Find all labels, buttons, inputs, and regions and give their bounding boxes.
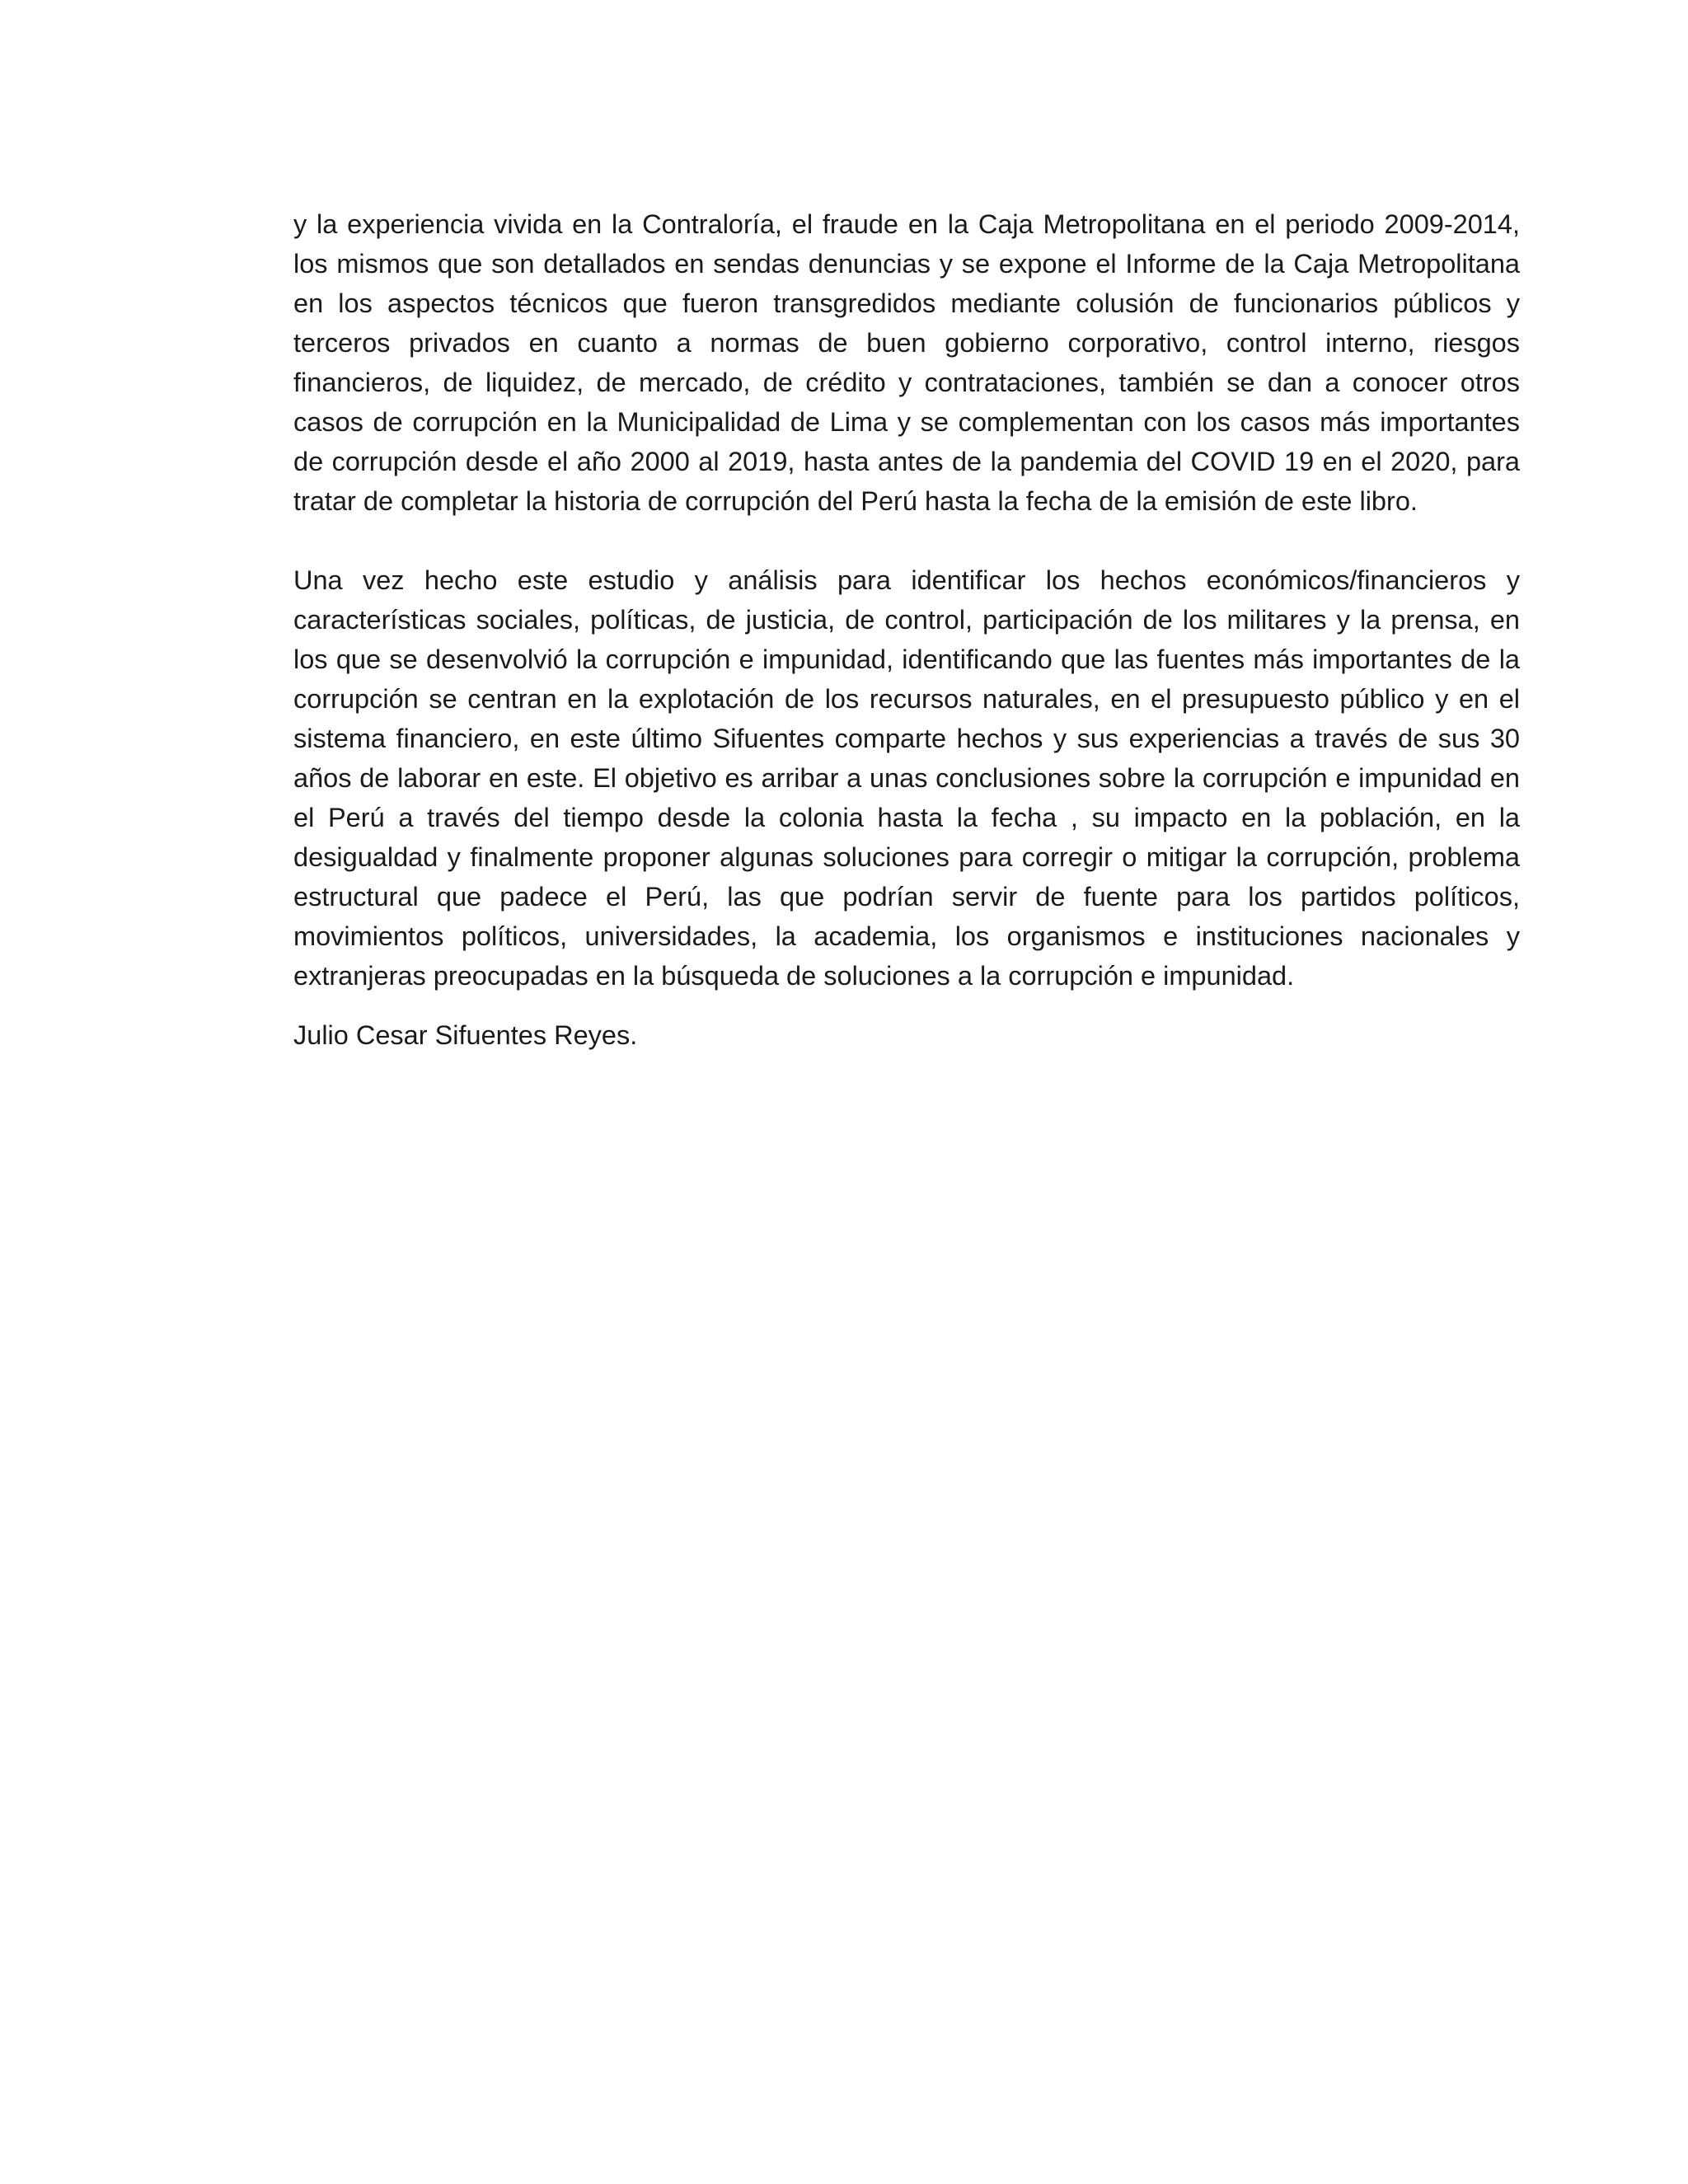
author-signature: Julio Cesar Sifuentes Reyes. [293,1020,638,1050]
paragraph-1: y la experiencia vivida en la Contraloría, el fraude en la Caja Metropolitana en el periodo 2009-2014, los mismos que son detallados en sendas denuncias y se expone el Informe de la Caja Metropolitana en los aspectos técnicos que fueron transgredidos mediante colusión de funcionarios públicos y terceros privados en cuanto a normas de buen gobierno corporativo, control interno, riesgos financieros, de liquidez, de mercado, de crédito y contrataciones, también se dan a conocer otros casos de corrupción en la Municipalidad de Lima y se complementan con los casos más importantes de corrupción desde el año 2000 al 2019, hasta antes de la pandemia del COVID 19 en el 2020, para tratar de completar la historia de corrupción del Perú hasta la fecha de la emisión de este libro. [293,209,1520,516]
paragraph-2: Una vez hecho este estudio y análisis para identificar los hechos económicos/financieros y características sociales, políticas, de justicia, de control, participación de los militares y la prensa, en los que se desenvolvió la corrupción e impunidad, identificando que las fuentes más importantes de la corrupción se centran en la explotación de los recursos naturales, en el presupuesto público y en el sistema financiero, en este último Sifuentes comparte hechos y sus experiencias a través de sus 30 años de laborar en este. El objetivo es arribar a unas conclusiones sobre la corrupción e impunidad en el Perú a través del tiempo desde la colonia hasta la fecha , su impacto en la población, en la desigualdad y finalmente proponer algunas soluciones para corregir o mitigar la corrupción, problema estructural que padece el Perú, las que podrían servir de fuente para los partidos políticos, movimientos políticos, universidades, la academia, los organismos e instituciones nacionales y extranjeras preocupadas en la búsqueda de soluciones a la corrupción e impunidad. [293,565,1520,991]
body-text [293,204,1520,1055]
